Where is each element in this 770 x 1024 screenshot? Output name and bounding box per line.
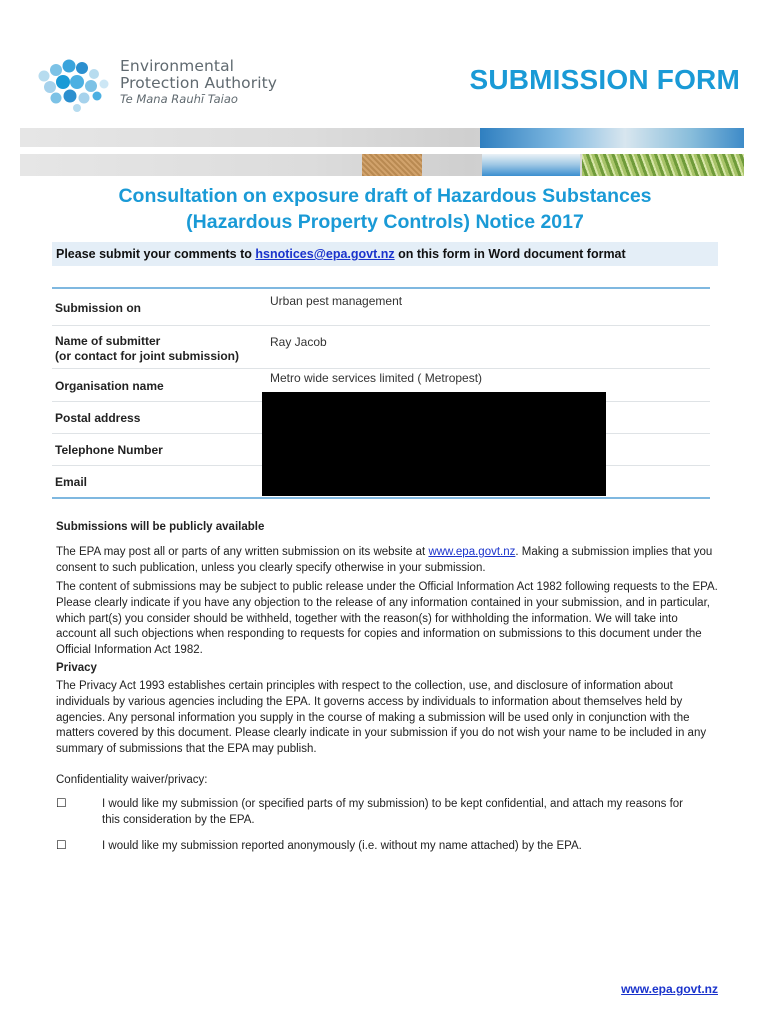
footer-website-link[interactable]: www.epa.govt.nz — [621, 982, 718, 996]
logo-line-2: Protection Authority — [120, 74, 278, 92]
submission-on-label: Submission on — [55, 301, 142, 315]
privacy-paragraph: The Privacy Act 1993 establishes certain principles with respect to the collection, use, and disclosure of information about individuals by various agencies including the EPA. It governs access by individuals to information about themselves held by agencies. Any personal information you supply in the course of making a submission will be used only in conjunction with the matters covered by this document. Please clearly indicate in your submission if you do not wish your name to be included in any summary of submissions that the EPA may publish. — [56, 680, 707, 756]
submitter-label — [55, 334, 239, 364]
logo-line-3: Te Mana Rauhī Taiao — [120, 92, 238, 106]
heading-line-1: Consultation on exposure draft of Hazardous Substances — [118, 185, 652, 207]
submitter-label-line-1: Name of submitter — [55, 334, 161, 348]
confidential-checkbox[interactable]: ☐ — [56, 796, 67, 810]
anonymous-checkbox[interactable]: ☐ — [56, 838, 67, 852]
epa-dots-logo-icon — [36, 58, 112, 114]
telephone-label: Telephone Number — [55, 443, 163, 457]
instruction-suffix: on this form in Word document format — [394, 247, 626, 261]
header-banner — [20, 128, 744, 176]
email-label: Email — [55, 475, 88, 489]
consultation-heading — [0, 183, 770, 235]
submitter-label-line-2: (or contact for joint submission) — [55, 349, 240, 363]
anonymous-option-text: I would like my submission reported anonymously (i.e. without my name attached) by the EPA. — [102, 840, 582, 852]
form-title: SUBMISSION FORM — [469, 64, 740, 95]
publication-text-a: The EPA may post all or parts of any written submission on its website at — [56, 546, 429, 558]
organisation-label: Organisation name — [55, 379, 164, 393]
postal-address-label: Postal address — [55, 411, 141, 425]
instruction-banner — [52, 242, 718, 266]
submission-on-value[interactable]: Urban pest management — [270, 294, 403, 308]
logo-text — [120, 58, 277, 107]
confidential-option-text: I would like my submission (or specified parts of my submission) to be kept confidential, and attach my reasons for this consideration by the EPA. — [102, 798, 684, 826]
epa-website-link[interactable]: www.epa.govt.nz — [428, 546, 516, 558]
publication-text-b: . Making a submission implies that you consent to such publication, unless you clearly specify otherwise in your submission. — [56, 546, 713, 574]
heading-line-2: (Hazardous Property Controls) Notice 2017 — [186, 211, 584, 233]
row-submission-on — [52, 289, 710, 326]
banner-sand-image — [362, 154, 422, 176]
confidentiality-waiver-label: Confidentiality waiver/privacy: — [56, 774, 208, 786]
banner-sea-image — [482, 154, 580, 176]
instruction-prefix: Please submit your comments to — [56, 247, 256, 261]
submitter-value[interactable]: Ray Jacob — [270, 335, 327, 349]
redaction-block — [262, 392, 606, 496]
submission-email-link[interactable]: hsnotices@epa.govt.nz — [255, 247, 395, 261]
banner-sky-image — [480, 128, 744, 148]
publication-paragraph — [56, 545, 718, 577]
logo-line-1: Environmental — [120, 57, 235, 75]
banner-fern-image — [582, 154, 744, 176]
oia-paragraph: The content of submissions may be subject to public release under the Official Information Act 1982 following requests to the EPA. Please clearly indicate if you have any objection to the release of any information contained in your submission, and in particular, which part(s) you consider should be withheld, together with the reason(s) for withholding the information. We will take into account all such objections when responding to requests for copies and information on submissions to this document under the Official Information Act 1982. — [56, 581, 718, 657]
public-availability-heading: Submissions will be publicly available — [56, 521, 265, 533]
privacy-heading: Privacy — [56, 662, 97, 674]
epa-logo — [36, 58, 286, 114]
row-submitter — [52, 326, 710, 369]
organisation-value[interactable]: Metro wide services limited ( Metropest) — [270, 371, 483, 385]
